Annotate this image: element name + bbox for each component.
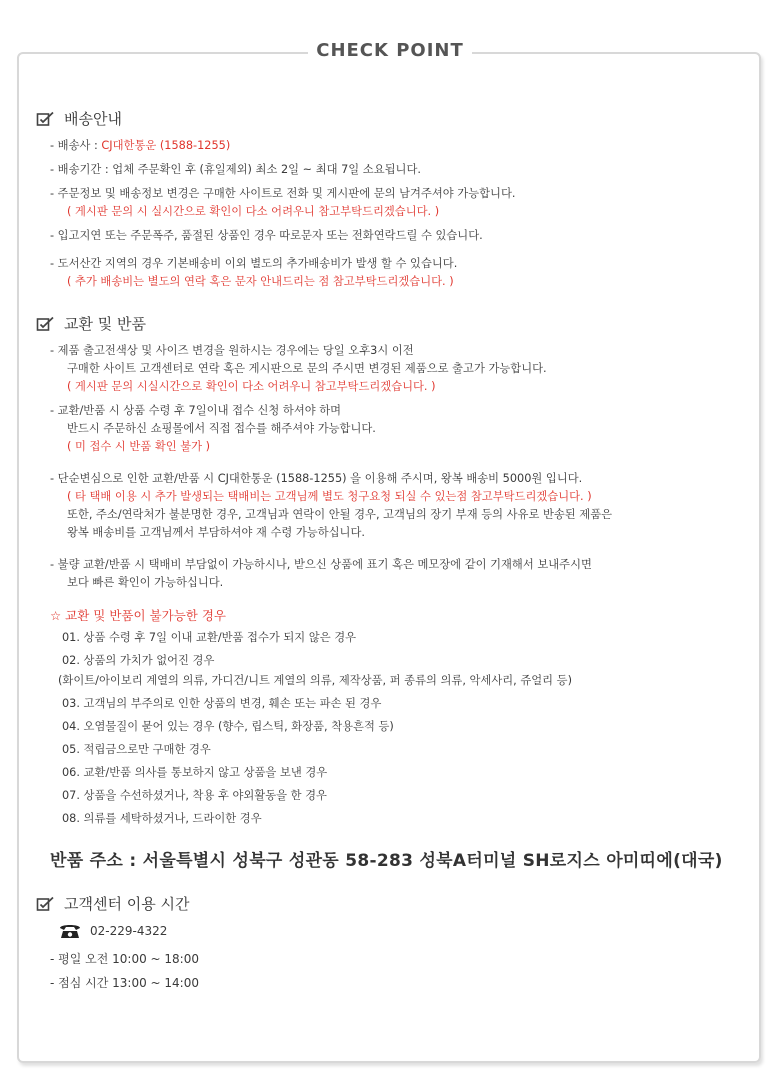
condition-item: 06. 교환/반품 의사를 통보하지 않고 상품을 보낸 경우 [62,766,328,779]
condition-item: 01. 상품 수령 후 7일 이내 교환/반품 접수가 되지 않은 경우 [62,631,357,644]
color-size-line-2: 구매한 사이트 고객센터로 연락 혹은 게시판으로 문의 주시면 변경된 제품으로 출고가 가능합니다. [67,362,547,375]
lunch-hours: - 점심 시간 13:00 ~ 14:00 [50,976,199,990]
checkbox-pencil-icon [36,111,56,127]
simple-change-line-3: 왕복 배송비를 고객님께서 부담하셔야 재 수령 가능하십니다. [67,526,365,539]
impossible-title: ☆ 교환 및 반품이 불가능한 경우 [50,608,226,623]
telephone-icon [58,922,82,940]
section-service-header [36,893,751,914]
shipping-change-info: - 주문정보 및 배송정보 변경은 구매한 사이트로 전화 및 게시판에 문의 남겨주셔야 가능합니다. [50,187,516,200]
color-size-note: ( 게시판 문의 시실시간으로 확인이 다소 어려우니 참고부탁드리겠습니다. ) [67,380,436,393]
defect-line-1: - 불량 교환/반품 시 택배비 부담없이 가능하시나, 받으신 상품에 표기 혹은 메모장에 같이 기재해서 보내주시면 [50,558,592,571]
section-exchange-header [36,313,751,334]
shipping-change-note: ( 게시판 문의 시 실시간으로 확인이 다소 어려우니 참고부탁드리겠습니다. ) [67,205,440,218]
section-shipping-header [36,108,751,129]
condition-item-detail: (화이트/아이보리 계열의 의류, 가디건/니트 계열의 의류, 제작상품, 퍼 종류의 의류, 악세사리, 쥬얼리 등) [58,674,572,687]
condition-item: 02. 상품의 가치가 없어진 경우 [62,654,215,667]
phone-row [36,922,751,940]
content [36,108,751,992]
simple-change-line-2: 또한, 주소/연락처가 불분명한 경우, 고객님과 연락이 안될 경우, 고객님의 장기 부재 등의 사유로 반송된 제품은 [67,508,613,521]
phone-number: 02-229-4322 [90,924,168,938]
color-size-line-1: - 제품 출고전색상 및 사이즈 변경을 원하시는 경우에는 당일 오후3시 이전 [50,344,414,357]
title-wrap [0,40,780,61]
section-shipping-title: 배송안내 [64,110,122,128]
shipping-stock: - 입고지연 또는 주문폭주, 품절된 상품인 경우 따로문자 또는 전화연락드릴 수 있습니다. [50,229,483,242]
page-title: CHECK POINT [308,40,472,61]
shipping-island: - 도서산간 지역의 경우 기본배송비 이외 별도의 추가배송비가 발생 할 수 있습니다. [50,257,458,270]
checkbox-pencil-icon [36,316,56,332]
weekday-hours: - 평일 오전 10:00 ~ 18:00 [50,952,199,966]
defect-line-2: 보다 빠른 확인이 가능하십니다. [67,576,224,589]
courier-label: - 배송사 : [50,139,98,152]
within7-line-2: 반드시 주문하신 쇼핑몰에서 직접 접수를 해주셔야 가능합니다. [67,422,376,435]
shipping-island-note: ( 추가 배송비는 별도의 연락 혹은 문자 안내드리는 점 참고부탁드리겠습니다. ) [67,275,454,288]
condition-item: 07. 상품을 수선하셨거나, 착용 후 야외활동을 한 경우 [62,789,327,802]
section-service-title: 고객센터 이용 시간 [64,895,190,913]
courier-value: CJ대한통운 (1588-1255) [101,139,231,152]
checkbox-pencil-icon [36,896,56,912]
courier-line [36,137,751,155]
simple-change-line-1: - 단순변심으로 인한 교환/반품 시 CJ대한통운 (1588-1255) 을 이용해 주시며, 왕복 배송비 5000원 입니다. [50,472,583,485]
condition-item: 04. 오염물질이 묻어 있는 경우 (향수, 립스틱, 화장품, 착용흔적 등) [62,720,394,733]
within7-line-1: - 교환/반품 시 상품 수령 후 7일이내 접수 신청 하셔야 하며 [50,404,342,417]
within7-note: ( 미 접수 시 반품 확인 불가 ) [67,440,211,453]
condition-item: 08. 의류를 세탁하셨거나, 드라이한 경우 [62,812,262,825]
return-address: 반품 주소 : 서울특별시 성북구 성관동 58-283 성북A터미널 SH로지스 아미띠에(대국) [50,851,723,871]
shipping-period: - 배송기간 : 업체 주문확인 후 (휴일제외) 최소 2일 ~ 최대 7일 소요됩니다. [50,163,421,176]
section-exchange-title: 교환 및 반품 [64,315,146,333]
condition-item: 05. 적립금으로만 구매한 경우 [62,743,211,756]
condition-item: 03. 고객님의 부주의로 인한 상품의 변경, 훼손 또는 파손 된 경우 [62,697,382,710]
simple-change-note: ( 타 택배 이용 시 추가 발생되는 택배비는 고객님께 별도 청구요청 되실 수 있는점 참고부탁드리겠습니다. ) [67,490,592,503]
